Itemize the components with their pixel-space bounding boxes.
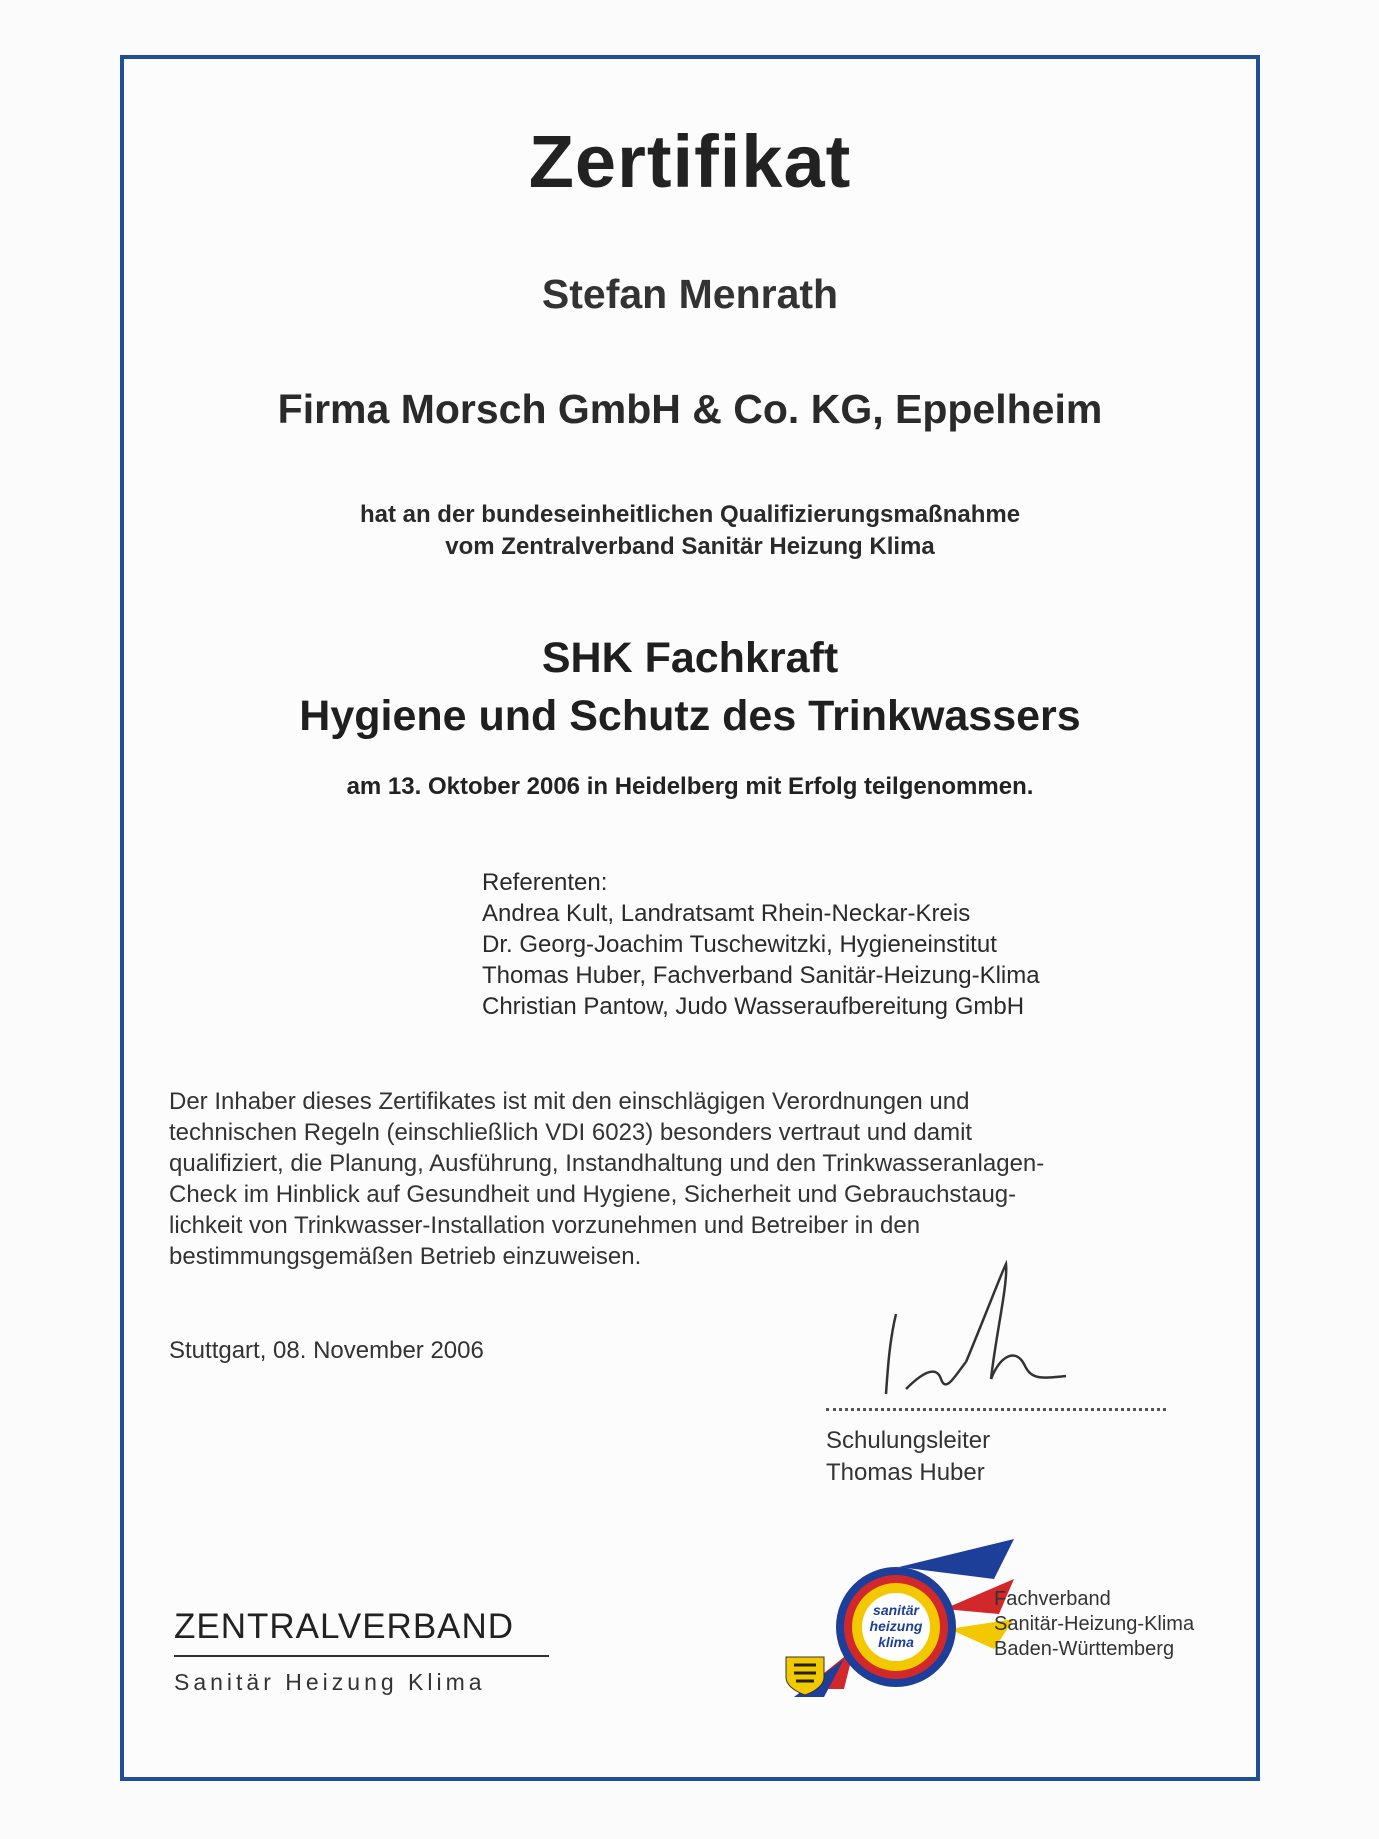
signature-scribble bbox=[826, 1254, 1166, 1404]
signature-line bbox=[826, 1408, 1166, 1411]
referent-item: Dr. Georg-Joachim Tuschewitzki, Hygieneinstitut bbox=[482, 931, 997, 958]
fachverband-emblem bbox=[784, 1539, 1014, 1699]
zentralverband-name: ZENTRALVERBAND bbox=[174, 1607, 515, 1646]
referent-item: Christian Pantow, Judo Wasseraufbereitung GmbH bbox=[482, 993, 1025, 1020]
referents-list bbox=[482, 867, 1040, 1022]
body-line: qualifiziert, die Planung, Ausführung, Instandhaltung und den Trinkwasseranlagen- bbox=[169, 1150, 1045, 1177]
zentralverband-logo bbox=[174, 1607, 549, 1696]
certificate-frame bbox=[120, 55, 1260, 1781]
certificate-title: Zertifikat bbox=[528, 120, 852, 203]
participation-date: am 13. Oktober 2006 in Heidelberg mit Erfolg teilgenommen. bbox=[346, 773, 1034, 800]
fachverband-line: Baden-Württemberg bbox=[994, 1638, 1175, 1660]
intro-line: hat an der bundeseinheitlichen Qualifizierungsmaßnahme bbox=[359, 501, 1021, 528]
body-line: technischen Regeln (einschließlich VDI 6023) besonders vertraut und damit bbox=[169, 1119, 973, 1146]
body-line: Check im Hinblick auf Gesundheit und Hygiene, Sicherheit und Gebrauchstaug- bbox=[169, 1181, 1017, 1208]
referents-heading: Referenten: bbox=[482, 869, 608, 896]
body-line: lichkeit von Trinkwasser-Installation vorzunehmen und Betreiber in den bbox=[169, 1212, 921, 1239]
course-title bbox=[124, 629, 1256, 745]
signature-caption bbox=[826, 1425, 990, 1489]
intro-line: vom Zentralverband Sanitär Heizung Klima bbox=[445, 533, 935, 560]
course-line: Hygiene und Schutz des Trinkwassers bbox=[299, 692, 1081, 740]
referent-item: Andrea Kult, Landratsamt Rhein-Neckar-Kreis bbox=[482, 900, 971, 927]
signer-name: Thomas Huber bbox=[826, 1459, 985, 1486]
emblem-word: heizung bbox=[869, 1618, 923, 1634]
emblem-word: klima bbox=[878, 1634, 914, 1650]
signature bbox=[826, 1254, 1166, 1404]
fachverband-line: Fachverband bbox=[994, 1588, 1111, 1610]
emblem-word: sanitär bbox=[873, 1602, 919, 1618]
qualification-text bbox=[169, 1086, 1229, 1272]
body-line: Der Inhaber dieses Zertifikates ist mit den einschlägigen Verordnungen und bbox=[169, 1088, 970, 1115]
shk-emblem-icon bbox=[784, 1539, 1014, 1699]
course-line: SHK Fachkraft bbox=[541, 634, 839, 682]
referent-item: Thomas Huber, Fachverband Sanitär-Heizung-Klima bbox=[482, 962, 1040, 989]
recipient-name: Stefan Menrath bbox=[541, 271, 839, 317]
place-date: Stuttgart, 08. November 2006 bbox=[169, 1337, 484, 1364]
fachverband-text bbox=[994, 1587, 1194, 1662]
company-name: Firma Morsch GmbH & Co. KG, Eppelheim bbox=[277, 386, 1103, 432]
fachverband-line: Sanitär-Heizung-Klima bbox=[994, 1613, 1195, 1635]
body-line: bestimmungsgemäßen Betrieb einzuweisen. bbox=[169, 1243, 642, 1270]
zentralverband-subtitle: Sanitär Heizung Klima bbox=[174, 1669, 486, 1695]
intro-text bbox=[124, 499, 1256, 563]
signer-role: Schulungsleiter bbox=[826, 1427, 991, 1454]
logo-divider bbox=[174, 1655, 549, 1657]
